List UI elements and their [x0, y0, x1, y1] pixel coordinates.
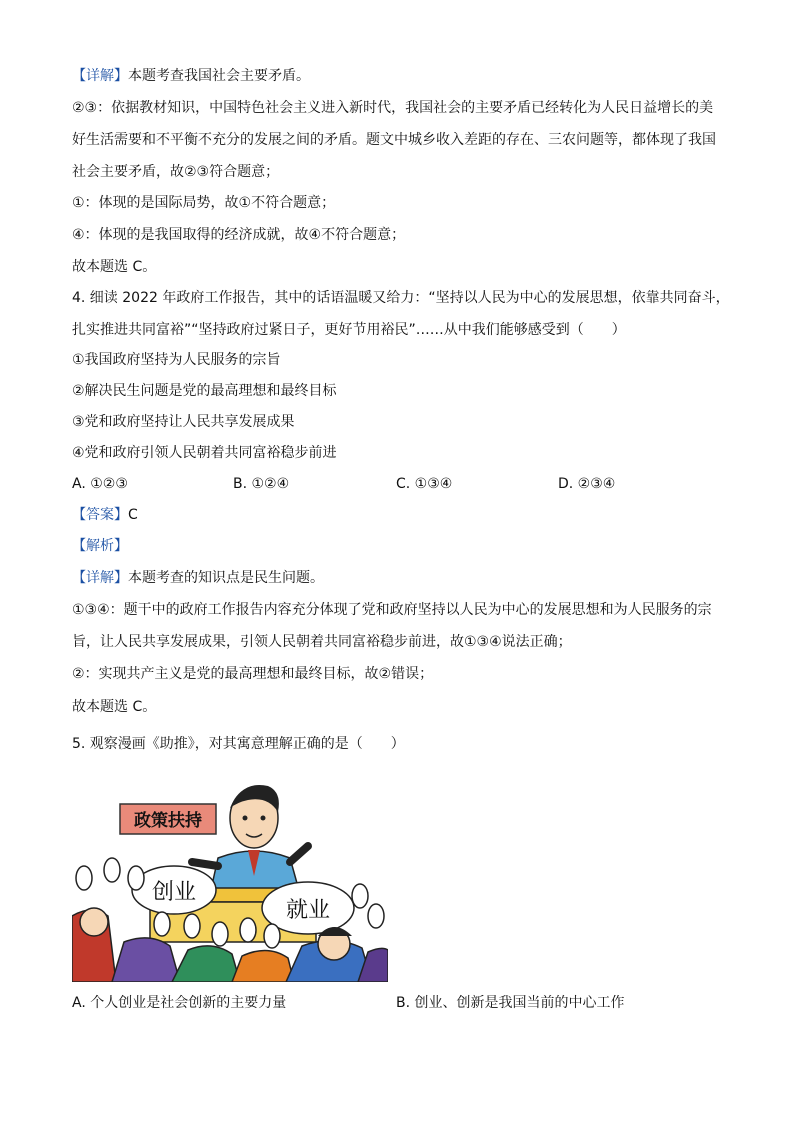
q4-para2: ②：实现共产主义是党的最高理想和最终目标，故②错误； — [72, 666, 434, 682]
q3-detail — [72, 66, 310, 86]
q4-detail — [72, 568, 324, 588]
q4-option-a: A. ①②③ — [72, 476, 128, 492]
q4-item-4: ④党和政府引领人民朝着共同富裕稳步前进 — [72, 445, 337, 461]
q4-stem-line2: 扎实推进共同富裕”“坚持政府过紧日子，更好节用裕民”……从中我们能够感受到（ ） — [72, 322, 626, 338]
cartoon-illustration — [72, 766, 388, 982]
q4-answer-label: 【答案】 — [72, 507, 128, 523]
bubble-left-text: 创业 — [151, 880, 197, 905]
q3-para1-line1: ②③：依据教材知识，中国特色社会主义进入新时代，我国社会的主要矛盾已经转化为人民日益增长的美 — [72, 100, 714, 116]
q4-item-3: ③党和政府坚持让人民共享发展成果 — [72, 414, 295, 430]
q3-detail-label: 【详解】 — [72, 68, 128, 84]
sign-text: 政策扶持 — [134, 811, 202, 831]
q4-option-c: C. ①③④ — [396, 476, 453, 492]
q4-analysis — [72, 536, 128, 556]
q3-para1-line3: 社会主要矛盾，故②③符合题意； — [72, 164, 280, 180]
q3-para3: ④：体现的是我国取得的经济成就，故④不符合题意； — [72, 227, 406, 243]
q4-item-2: ②解决民生问题是党的最高理想和最终目标 — [72, 383, 337, 399]
q4-conclusion: 故本题选 C。 — [72, 699, 157, 715]
q5-stem: 5. 观察漫画《助推》，对其寓意理解正确的是（ ） — [72, 736, 405, 752]
q4-answer — [72, 505, 138, 525]
q4-para1-line2: 旨，让人民共享发展成果，引领人民朝着共同富裕稳步前进，故①③④说法正确； — [72, 634, 572, 650]
q4-item-1: ①我国政府坚持为人民服务的宗旨 — [72, 352, 281, 368]
q4-detail-label: 【详解】 — [72, 570, 128, 586]
q3-para2: ①：体现的是国际局势，故①不符合题意； — [72, 195, 336, 211]
q3-conclusion: 故本题选 C。 — [72, 259, 157, 275]
bubble-right-text: 就业 — [285, 898, 331, 923]
q3-detail-text: 本题考查我国社会主要矛盾。 — [128, 68, 310, 84]
q5-option-a: A. 个人创业是社会创新的主要力量 — [72, 995, 287, 1011]
q4-option-b: B. ①②④ — [233, 476, 290, 492]
cartoon-image — [72, 766, 388, 982]
q4-para1-line1: ①③④：题干中的政府工作报告内容充分体现了党和政府坚持以人民为中心的发展思想和为人民服务的宗 — [72, 602, 712, 618]
q4-analysis-label: 【解析】 — [72, 538, 128, 554]
q5-option-b: B. 创业、创新是我国当前的中心工作 — [396, 995, 625, 1011]
q4-option-d: D. ②③④ — [558, 476, 616, 492]
q3-para1-line2: 好生活需要和不平衡不充分的发展之间的矛盾。题文中城乡收入差距的存在、三农问题等，都体现了我国 — [72, 132, 716, 148]
q4-detail-text: 本题考查的知识点是民生问题。 — [128, 570, 324, 586]
q4-answer-value: C — [128, 507, 138, 523]
q4-stem-line1: 4. 细读 2022 年政府工作报告，其中的话语温暖又给力：“坚持以人民为中心的发展思想，依靠共同奋斗， — [72, 290, 730, 306]
